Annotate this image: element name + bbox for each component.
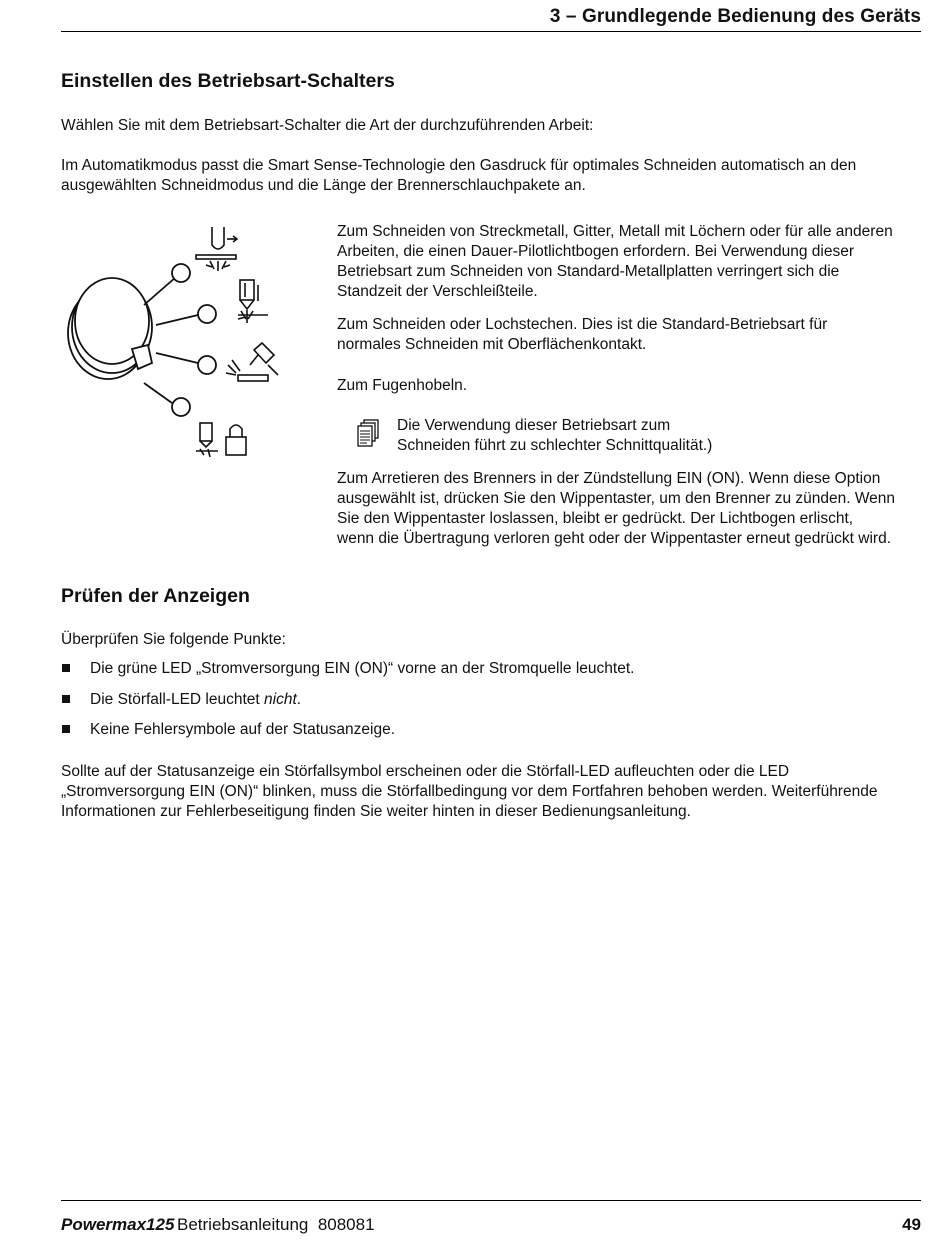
outro-line: Informationen zur Fehlerbeseitigung finden Sie weiter hinten in dieser Bedienungsanleitung. [61, 803, 691, 820]
standard-cut-icon [238, 280, 268, 323]
list-item-text: Keine Fehlersymbole auf der Statusanzeige. [90, 721, 396, 738]
check-intro: Überprüfen Sie folgende Punkte: [61, 631, 286, 648]
list-item-emphasis: nicht [264, 690, 297, 708]
list-item-text: Die grüne LED „Stromversorgung EIN (ON)“ vorne an der Stromquelle leuchtet. [90, 660, 635, 677]
check-list [61, 659, 921, 751]
document-note-icon [355, 418, 381, 450]
page-footer [61, 1200, 921, 1241]
description-line: normales Schneiden mit Oberflächenkontakt. [337, 336, 647, 353]
auto-mode-line: ausgewählten Schneidmodus und die Länge der Brennerschlauchpakete an. [61, 177, 586, 194]
description-line: Arbeiten, die einen Dauer-Pilotlichtbogen erfordern. Bei Verwendung dieser [337, 243, 854, 260]
bullet-square-icon [62, 664, 70, 672]
description-line: ausgewählt ist, drücken Sie den Wippentaster, um den Brenner zu zünden. Wenn [337, 490, 896, 507]
auto-mode-line: Im Automatikmodus passt die Smart Sense-Technologie den Gasdruck für optimales Schneiden automatisch an den [61, 157, 857, 174]
description-line: wenn die Übertragung verloren geht oder der Wippentaster erneut gedrückt wird. [337, 530, 892, 547]
mode-gouging-description: Zum Fugenhobeln. [337, 377, 468, 394]
page-number: 49 [902, 1215, 921, 1234]
continuous-pilot-icon [196, 227, 237, 271]
description-line: Standzeit der Verschleißteile. [337, 283, 538, 300]
description-line: Zum Schneiden oder Lochstechen. Dies ist die Standard-Betriebsart für [337, 316, 828, 333]
list-item [61, 659, 921, 690]
torch-lock-icon [196, 423, 246, 457]
mode-switch-diagram [60, 215, 285, 465]
description-line: Sie den Wippentaster loslassen, bleibt er gedrückt. Der Lichtbogen erlischt, [337, 510, 854, 527]
list-item [61, 720, 921, 751]
product-name: Powermax125 [61, 1215, 175, 1234]
list-item-text: Die Störfall-LED leuchtet [90, 690, 265, 708]
section-heading-mode-switch: Einstellen des Betriebsart-Schalters [61, 70, 395, 92]
page-header [61, 4, 921, 32]
description-line: Betriebsart zum Schneiden von Standard-Metallplatten verringert sich die [337, 263, 840, 280]
list-item [61, 690, 921, 721]
outro-line: Sollte auf der Statusanzeige ein Störfallsymbol erscheinen oder die Störfall-LED aufleuchten oder die LED [61, 763, 790, 780]
mode-switch-intro: Wählen Sie mit dem Betriebsart-Schalter die Art der durchzuführenden Arbeit: [61, 117, 594, 134]
outro-line: „Stromversorgung EIN (ON)“ blinken, muss die Störfallbedingung vor dem Fortfahren behoben werden. Weiterführende [61, 783, 878, 800]
bullet-square-icon [62, 725, 70, 733]
section-heading-check-indicators: Prüfen der Anzeigen [61, 585, 250, 607]
document-title: Betriebsanleitung 808081 [177, 1215, 375, 1234]
description-line: Zum Arretieren des Brenners in der Zündstellung EIN (ON). Wenn diese Option [337, 470, 881, 487]
description-line: Zum Schneiden von Streckmetall, Gitter, Metall mit Löchern oder für alle anderen [337, 223, 893, 240]
note-line: Die Verwendung dieser Betriebsart zum [397, 417, 671, 434]
note-line: Schneiden führt zu schlechter Schnittqualität.) [397, 437, 713, 454]
bullet-square-icon [62, 695, 70, 703]
list-item-text: . [296, 690, 302, 708]
chapter-title: 3 – Grundlegende Bedienung des Geräts [549, 6, 921, 27]
gouging-icon [226, 343, 278, 381]
